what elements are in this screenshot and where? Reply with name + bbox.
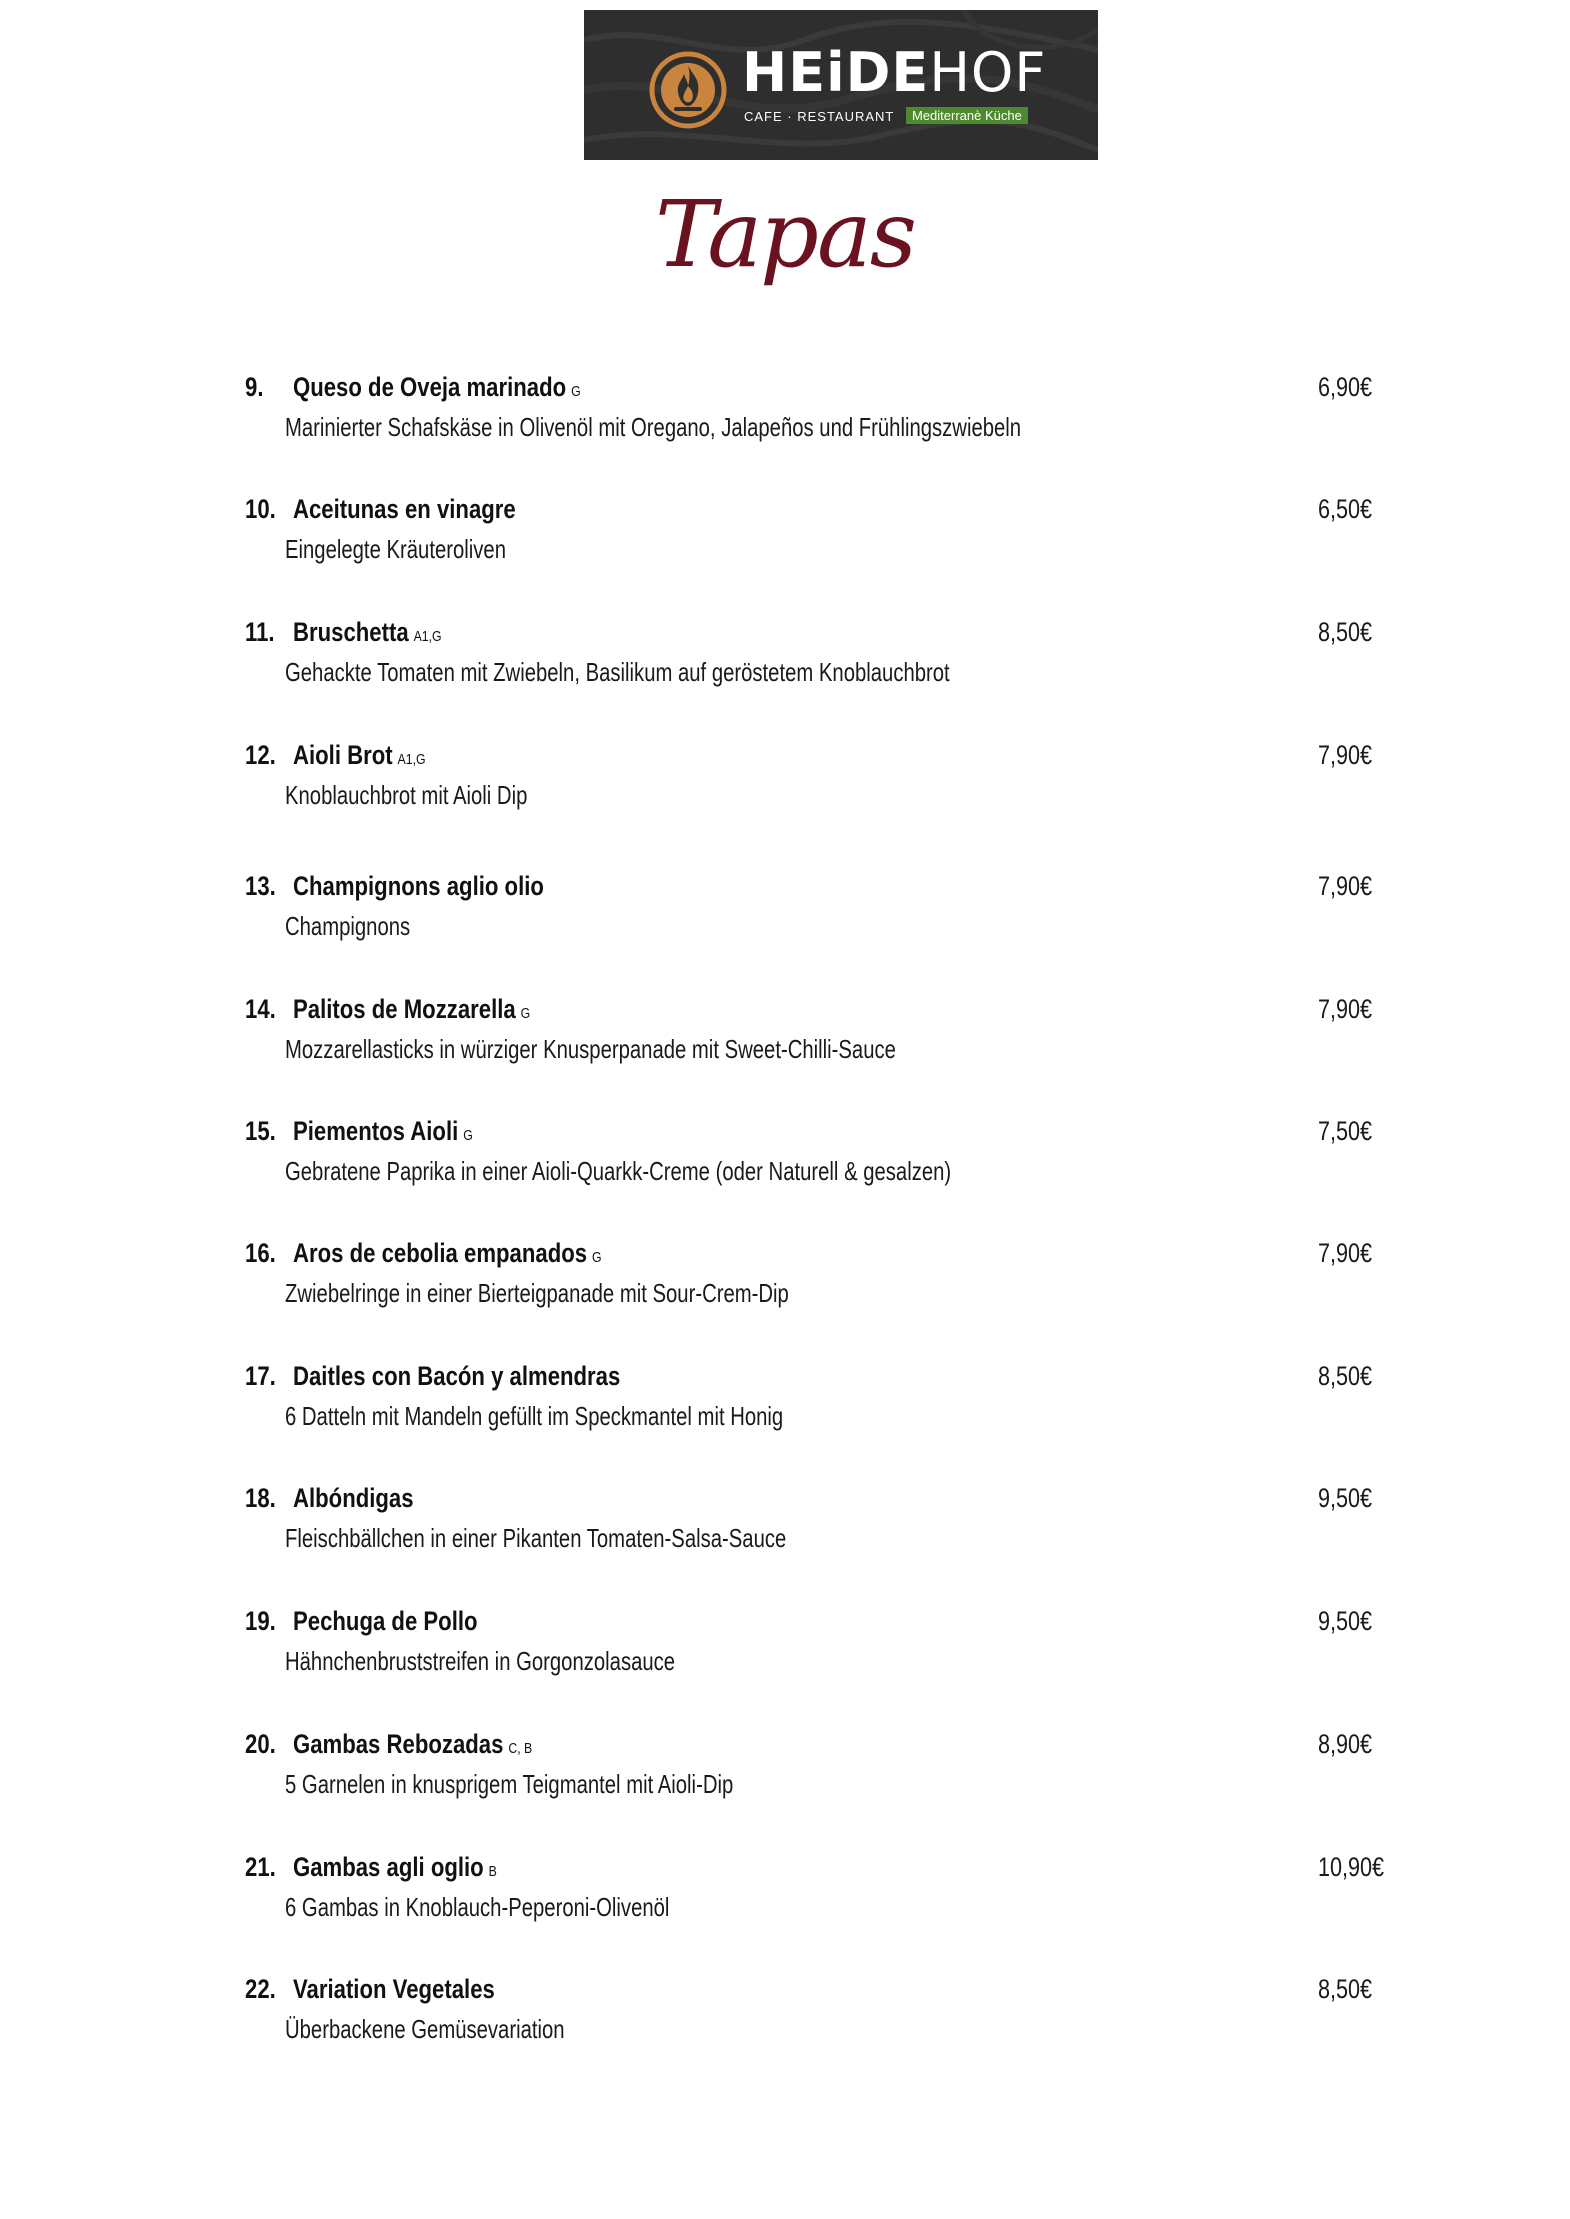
menu-item-number: 16.: [245, 1238, 276, 1268]
menu-item-name-line: [293, 1729, 532, 1760]
restaurant-logo: [584, 10, 1098, 160]
menu-item-number: 13.: [245, 871, 276, 901]
menu-item: [245, 871, 1395, 971]
menu-item-description: Eingelegte Kräuteroliven: [285, 534, 506, 564]
menu-item-number: 20.: [245, 1729, 276, 1759]
menu-item-price: 8,90€: [1318, 1729, 1373, 1759]
menu-item-name: Aioli Brot: [293, 740, 393, 770]
menu-item: [245, 494, 1395, 594]
menu-item-name: Albóndigas: [293, 1483, 414, 1513]
menu-item: [245, 1974, 1395, 2074]
menu-item-description: 6 Datteln mit Mandeln gefüllt im Speckmantel mit Honig: [285, 1401, 784, 1431]
menu-item-allergens: A1,G: [413, 628, 442, 645]
menu-item-number: 15.: [245, 1116, 276, 1146]
menu-item-allergens: A1,G: [397, 751, 426, 768]
menu-item-name: Variation Vegetales: [293, 1974, 495, 2004]
menu-item-name: Palitos de Mozzarella: [293, 994, 516, 1024]
menu-item-number: 18.: [245, 1483, 276, 1513]
menu-item-name-line: [293, 1606, 478, 1637]
menu-item-allergens: G: [463, 1127, 473, 1144]
menu-item-number: 17.: [245, 1361, 276, 1391]
menu-item-name: Bruschetta: [293, 617, 409, 647]
menu-item-name-line: [293, 617, 442, 648]
menu-item-name-line: [293, 1238, 602, 1269]
menu-item-name-line: [293, 372, 581, 403]
menu-item-name: Aros de cebolia empanados: [293, 1238, 588, 1268]
menu-item-description: Zwiebelringe in einer Bierteigpanade mit Sour-Crem-Dip: [285, 1278, 789, 1308]
menu-item-description: Mozzarellasticks in würziger Knusperpanade mit Sweet-Chilli-Sauce: [285, 1034, 896, 1064]
logo-tagline: CAFE · RESTAURANT: [744, 109, 895, 124]
menu-item-description: Gebratene Paprika in einer Aioli-Quarkk-Creme (oder Naturell & gesalzen): [285, 1156, 952, 1186]
menu-item-allergens: G: [591, 1249, 602, 1266]
menu-item: [245, 1116, 1395, 1216]
menu-item: [245, 617, 1395, 717]
menu-item-price: 6,50€: [1318, 494, 1373, 524]
menu-item-description: Überbackene Gemüsevariation: [285, 2014, 565, 2044]
menu-item-number: 9.: [245, 372, 264, 402]
menu-item-number: 21.: [245, 1852, 276, 1882]
menu-item-number: 22.: [245, 1974, 276, 2004]
menu-item-description: Hähnchenbruststreifen in Gorgonzolasauce: [285, 1646, 676, 1676]
menu-item-allergens: C, B: [508, 1740, 533, 1757]
menu-item-price: 9,50€: [1318, 1483, 1373, 1513]
menu-item-name: Pechuga de Pollo: [293, 1606, 478, 1636]
menu-item: [245, 1852, 1395, 1952]
logo-name-light: HOF: [929, 41, 1047, 104]
menu-item-price: 8,50€: [1318, 1361, 1373, 1391]
menu-item-name-line: [293, 740, 426, 771]
menu-item-price: 8,50€: [1318, 1974, 1373, 2004]
menu-item: [245, 1238, 1395, 1338]
menu-item: [245, 1483, 1395, 1583]
menu-item-name-line: [293, 994, 530, 1025]
menu-item-name-line: [293, 1852, 497, 1883]
menu-item-allergens: G: [571, 383, 581, 400]
logo-cuisine-badge: Mediterranè Küche: [906, 107, 1028, 124]
menu-item-number: 12.: [245, 740, 276, 770]
menu-item-name-line: [293, 1483, 414, 1514]
menu-item-price: 9,50€: [1318, 1606, 1373, 1636]
menu-item-description: Gehackte Tomaten mit Zwiebeln, Basilikum auf geröstetem Knoblauchbrot: [285, 657, 950, 687]
menu-item: [245, 740, 1395, 840]
menu-item-name: Champignons aglio olio: [293, 871, 544, 901]
menu-item-allergens: G: [520, 1005, 531, 1022]
menu-item-price: 7,90€: [1318, 994, 1373, 1024]
menu-item: [245, 372, 1395, 472]
flame-icon: [648, 50, 728, 130]
menu-item-name-line: [293, 494, 516, 525]
menu-item-name: Daitles con Bacón y almendras: [293, 1361, 621, 1391]
menu-item-description: Marinierter Schafskäse in Olivenöl mit Oregano, Jalapeños und Frühlingszwiebeln: [285, 412, 1022, 442]
menu-item: [245, 994, 1395, 1094]
menu-item-name-line: [293, 1974, 495, 2005]
menu-item-description: Fleischbällchen in einer Pikanten Tomaten-Salsa-Sauce: [285, 1523, 787, 1553]
menu-item-name-line: [293, 1116, 473, 1147]
menu-item-description: 5 Garnelen in knusprigem Teigmantel mit Aioli-Dip: [285, 1769, 734, 1799]
menu-item: [245, 1729, 1395, 1829]
menu-item-price: 7,90€: [1318, 740, 1373, 770]
menu-item-name: Queso de Oveja marinado: [293, 372, 567, 402]
menu-item-name-line: [293, 1361, 620, 1392]
page-title: Tapas: [654, 181, 916, 288]
menu-item-allergens: B: [488, 1863, 497, 1880]
menu-item-number: 14.: [245, 994, 276, 1024]
menu-item-name: Gambas agli oglio: [293, 1852, 484, 1882]
menu-item-price: 10,90€: [1318, 1852, 1385, 1882]
menu-item: [245, 1606, 1395, 1706]
menu-item-number: 10.: [245, 494, 276, 524]
menu-item-price: 7,90€: [1318, 871, 1373, 901]
menu-item-description: Champignons: [285, 911, 411, 941]
logo-name-bold: HEiDE: [742, 41, 930, 104]
menu-item-price: 8,50€: [1318, 617, 1373, 647]
menu-item-number: 11.: [245, 617, 275, 647]
menu-item: [245, 1361, 1395, 1461]
menu-item-name: Aceitunas en vinagre: [293, 494, 516, 524]
menu-item-number: 19.: [245, 1606, 276, 1636]
menu-item-name: Gambas Rebozadas: [293, 1729, 504, 1759]
menu-item-name: Piementos Aioli: [293, 1116, 459, 1146]
menu-item-name-line: [293, 871, 544, 902]
logo-wordmark: [742, 41, 1047, 104]
menu-item-price: 7,50€: [1318, 1116, 1373, 1146]
menu-item-description: Knoblauchbrot mit Aioli Dip: [285, 780, 528, 810]
menu-item-price: 6,90€: [1318, 372, 1373, 402]
menu-item-description: 6 Gambas in Knoblauch-Peperoni-Olivenöl: [285, 1892, 670, 1922]
menu-item-price: 7,90€: [1318, 1238, 1373, 1268]
